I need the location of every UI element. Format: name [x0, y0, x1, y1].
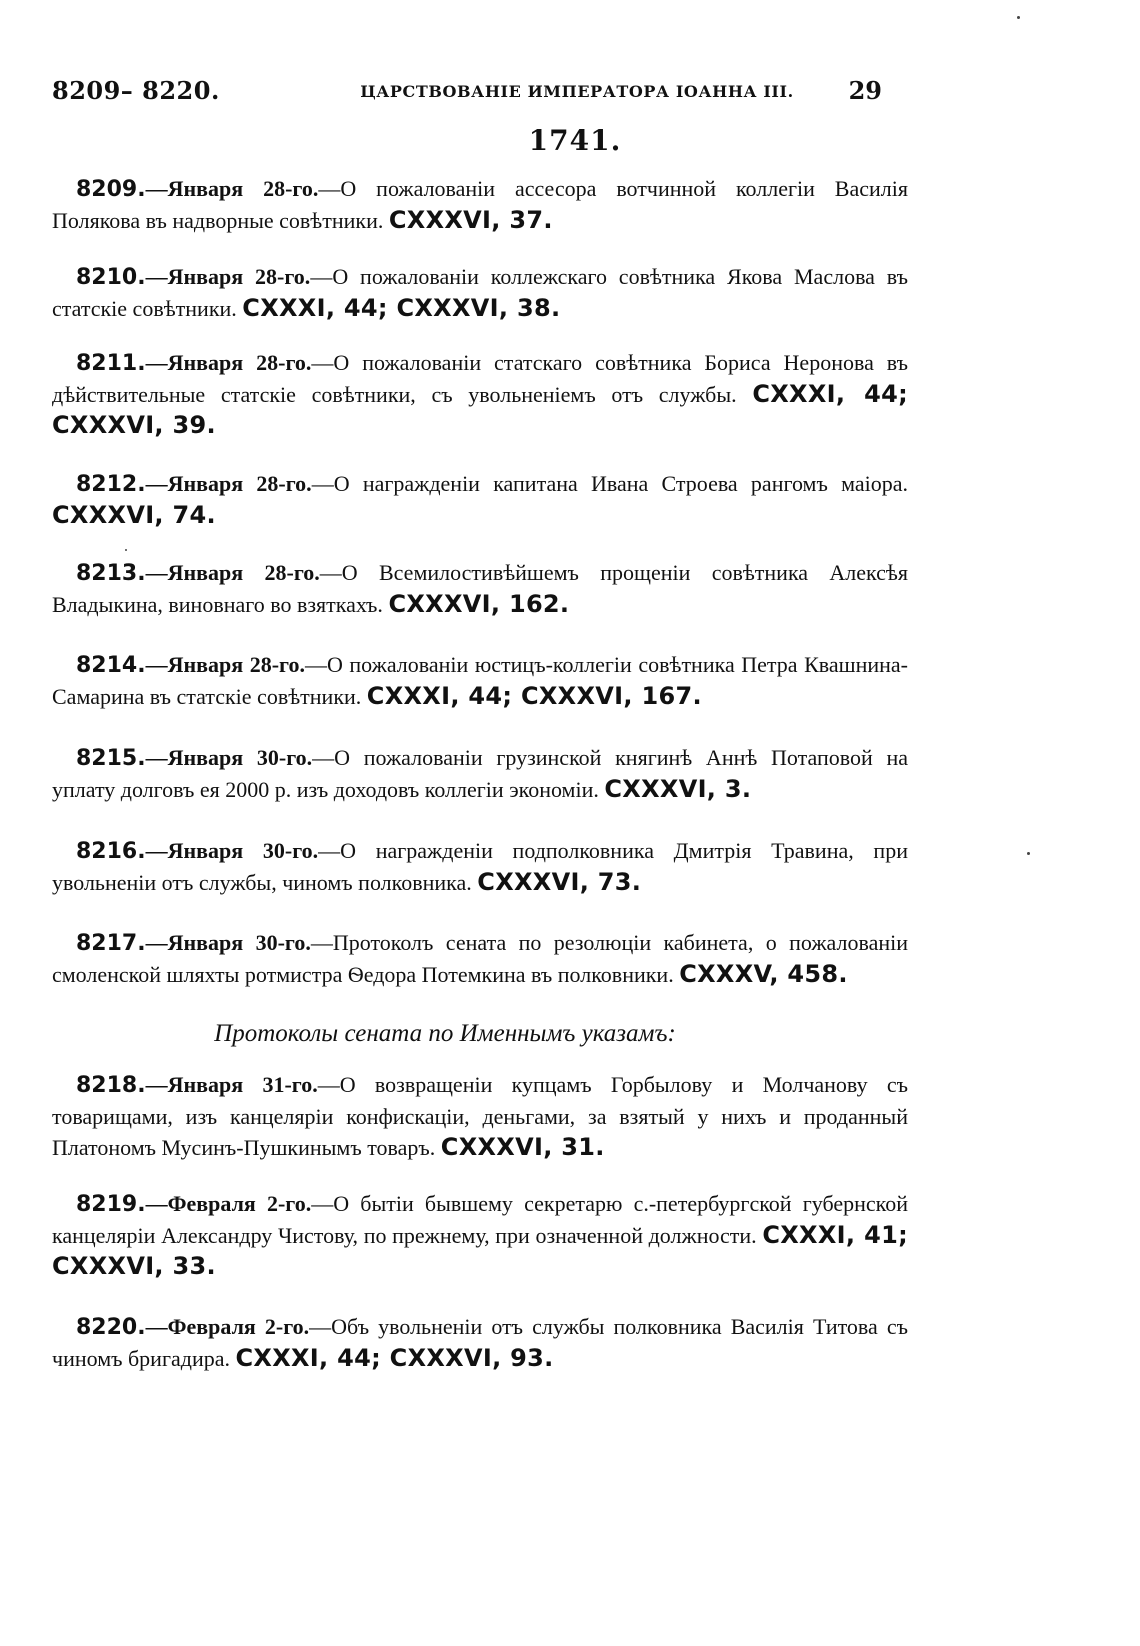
entry — [52, 347, 908, 441]
entry-number: 8212. — [76, 472, 146, 497]
entry-date: —Января 30-го. — [145, 930, 311, 955]
entry-refs: CXXXI, 44; CXXXVI, 93. — [235, 1344, 554, 1372]
entry-text: —О пожалованіи юстицъ-коллегіи совѣтника Петра Квашнина-Самарина въ статскіе совѣтники. — [52, 652, 908, 709]
entry-text: —О пожалованіи коллежскаго совѣтника Якова Маслова въ статскіе совѣтники. — [52, 264, 908, 321]
entry-date: —Января 28-го. — [145, 560, 320, 585]
entry-number: 8210. — [76, 265, 146, 290]
entry-date: —Января 28-го. — [145, 652, 305, 677]
entry-text: —О награжденіи капитана Ивана Строева рангомъ маіора. — [311, 471, 908, 496]
entry — [52, 649, 908, 712]
entry — [52, 835, 908, 898]
entry — [52, 557, 908, 620]
entry-text: —О пожалованіи статскаго совѣтника Бориса Неронова въ дѣйствительные статскіе совѣтники, съ увольненіемъ отъ службы. — [52, 350, 908, 407]
entry-text: —Объ увольненіи отъ службы полковника Василія Титова съ чиномъ бригадира. — [52, 1314, 909, 1371]
entry — [52, 1188, 908, 1282]
entry-refs: CXXXV, 458. — [679, 960, 848, 988]
entry-refs: CXXXI, 44; CXXXVI, 167. — [366, 682, 702, 710]
entry-date: —Января 28-го. — [145, 471, 312, 496]
entry-number: 8211. — [76, 351, 146, 376]
entry — [52, 173, 908, 236]
running-header — [52, 76, 1102, 110]
entry-text: —О награжденіи подполковника Дмитрія Травина, при увольненіи отъ службы, чиномъ полковника. — [52, 838, 908, 895]
entry-range: 8209– 8220. — [52, 76, 220, 105]
entry-number: 8217. — [76, 931, 146, 956]
entry-text: —Протоколъ сената по резолюціи кабинета, о пожалованіи смоленской шляхты ротмистра Ѳедора Потемкина въ полковники. — [52, 930, 908, 987]
entry-number: 8218. — [76, 1073, 146, 1098]
entry-date: —Января 28-го. — [145, 350, 312, 375]
entry-refs: CXXXVI, 162. — [388, 590, 570, 618]
entry — [52, 742, 908, 805]
entry-text: —О бытіи бывшему секретарю с.-петербургской губернской канцеляріи Александру Чистову, по прежнему, при означенной должности. — [52, 1191, 909, 1248]
entry-number: 8220. — [76, 1315, 146, 1340]
section-title: Протоколы сената по Именнымъ указамъ: — [214, 1020, 676, 1047]
page-number: 29 — [848, 76, 882, 105]
print-speck — [125, 549, 127, 551]
entry-number: 8216. — [76, 839, 146, 864]
entry-date: —Января 30-го. — [145, 838, 319, 863]
running-title: ЦАРСТВОВАНІЕ ИМПЕРАТОРА ІОАННА III. — [360, 82, 794, 101]
entry — [52, 468, 908, 531]
entry-refs: CXXXVI, 31. — [440, 1133, 605, 1161]
entry-date: —Января 28-го. — [145, 176, 319, 201]
entry-refs: CXXXVI, 37. — [388, 206, 553, 234]
entry — [52, 1311, 908, 1374]
year-heading: 1741. — [528, 124, 622, 157]
entry — [52, 927, 908, 990]
entry-number: 8213. — [76, 561, 146, 586]
entry-text: —О пожалованіи ассесора вотчинной коллегіи Василія Полякова въ надворные совѣтники. — [52, 176, 908, 233]
entry — [52, 261, 908, 324]
entry-number: 8215. — [76, 746, 146, 771]
entry-date: —Февраля 2-го. — [145, 1191, 312, 1216]
entry-number: 8209. — [76, 177, 146, 202]
entry-text: —О возвращеніи купцамъ Горбылову и Молчанову съ товарищами, изъ канцеляріи конфискаціи, деньгами, за взятый у нихъ и проданный Платономъ Мусинъ-Пушкинымъ товаръ. — [52, 1072, 908, 1160]
entry-number: 8219. — [76, 1192, 146, 1217]
entry-refs: CXXXVI, 73. — [477, 868, 642, 896]
entry-text: —О пожалованіи грузинской княгинѣ Аннѣ Потаповой на уплату долговъ ея 2000 р. изъ доходовъ коллегіи экономіи. — [52, 745, 908, 802]
entry-refs: CXXXI, 44; CXXXVI, 38. — [242, 294, 561, 322]
entry-date: —Января 31-го. — [145, 1072, 318, 1097]
entry-refs: CXXXI, 41; CXXXVI, 33. — [52, 1221, 909, 1280]
entry-refs: CXXXVI, 3. — [604, 775, 752, 803]
entry-refs: CXXXI, 44; CXXXVI, 39. — [52, 380, 909, 439]
entry-date: —Января 30-го. — [145, 745, 313, 770]
entry-date: —Февраля 2-го. — [145, 1314, 310, 1339]
entry-refs: CXXXVI, 74. — [52, 501, 216, 529]
print-speck — [1017, 16, 1020, 19]
print-speck — [1027, 852, 1030, 855]
entry-text: —О Всемилостивѣйшемъ прощеніи совѣтника Алексѣя Владыкина, виновнаго во взяткахъ. — [52, 560, 908, 617]
entry-number: 8214. — [76, 653, 146, 678]
entry — [52, 1069, 908, 1163]
entry-date: —Января 28-го. — [145, 264, 311, 289]
